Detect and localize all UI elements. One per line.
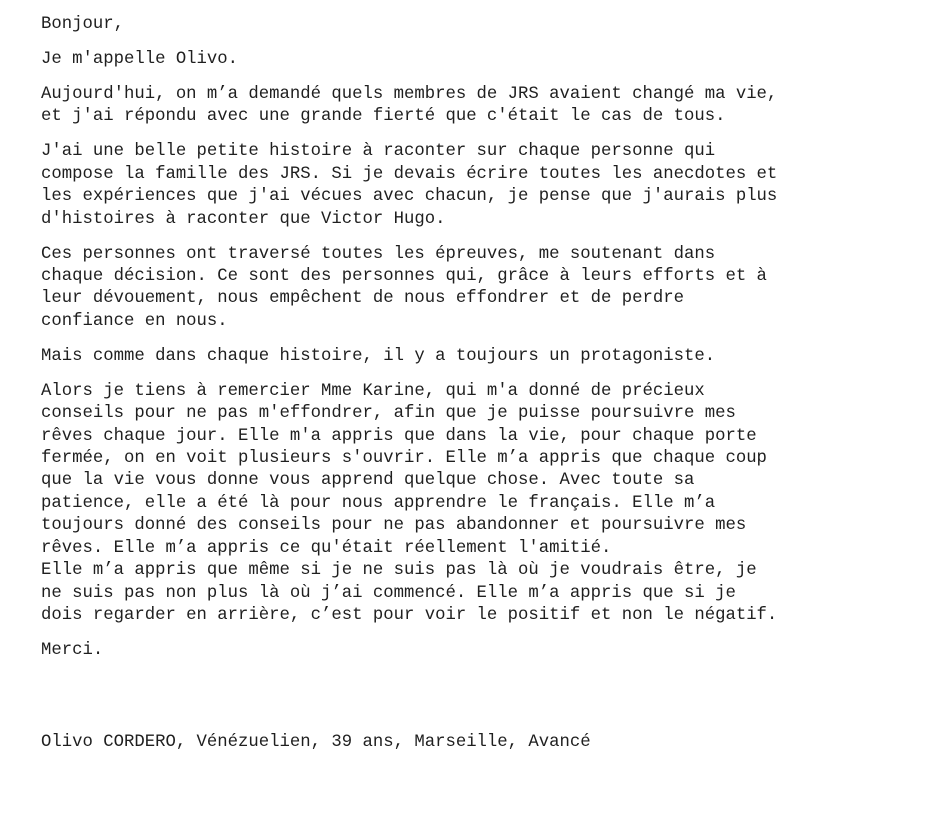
letter-body	[41, 14, 921, 754]
intro-line: Je m'appelle Olivo.	[41, 50, 239, 69]
paragraph-jrs-family: J'ai une belle petite histoire à raconter sur chaque personne qui compose la famille des JRS. Si je devais écrire toutes les anecdotes et les expériences que j'ai vécues avec chacun, je pense que j'aurais plus d'histoires à raconter que Victor Hugo.	[41, 142, 778, 229]
paragraph-protagonist: Mais comme dans chaque histoire, il y a toujours un protagoniste.	[41, 346, 716, 366]
closing: Merci.	[41, 640, 104, 660]
paragraph-support: Ces personnes ont traversé toutes les épreuves, me soutenant dans chaque décision. Ce sont des personnes qui, grâce à leurs efforts et à leur dévouement, nous empêchent de nous effondrer et de perdre confiance en nous.	[41, 244, 767, 331]
signature: Olivo CORDERO, Vénézuelien, 39 ans, Marseille, Avancé	[41, 732, 591, 752]
paragraph-jrs-members: Aujourd'hui, on m’a demandé quels membres de JRS avaient changé ma vie, et j'ai répondu avec une grande fierté que c'était le cas de tous.	[41, 85, 778, 127]
signature-spacer	[41, 675, 921, 732]
greeting: Bonjour,	[41, 15, 124, 34]
paragraph-thanks-karine: Alors je tiens à remercier Mme Karine, qui m'a donné de précieux conseils pour ne pas m'effondrer, afin que je puisse poursuivre mes rêves chaque jour. Elle m'a appris que dans la vie, pour chaque porte fermée, on en voit plusieurs s'ouvrir. Elle m’a appris que chaque coup que la vie vous donne vous apprend quelque chose. Avec toute sa patience, elle a été là pour nous apprendre le français. Elle m’a toujours donné des conseils pour ne pas abandonner et poursuivre mes rêves. Elle m’a appris ce qu'était réellement l'amitié. Elle m’a appris que même si je ne suis pas là où je voudrais être, je ne suis pas non plus là où j’ai commencé. Elle m’a appris que si je dois regarder en arrière, c’est pour voir le positif et non le négatif.	[41, 381, 778, 625]
